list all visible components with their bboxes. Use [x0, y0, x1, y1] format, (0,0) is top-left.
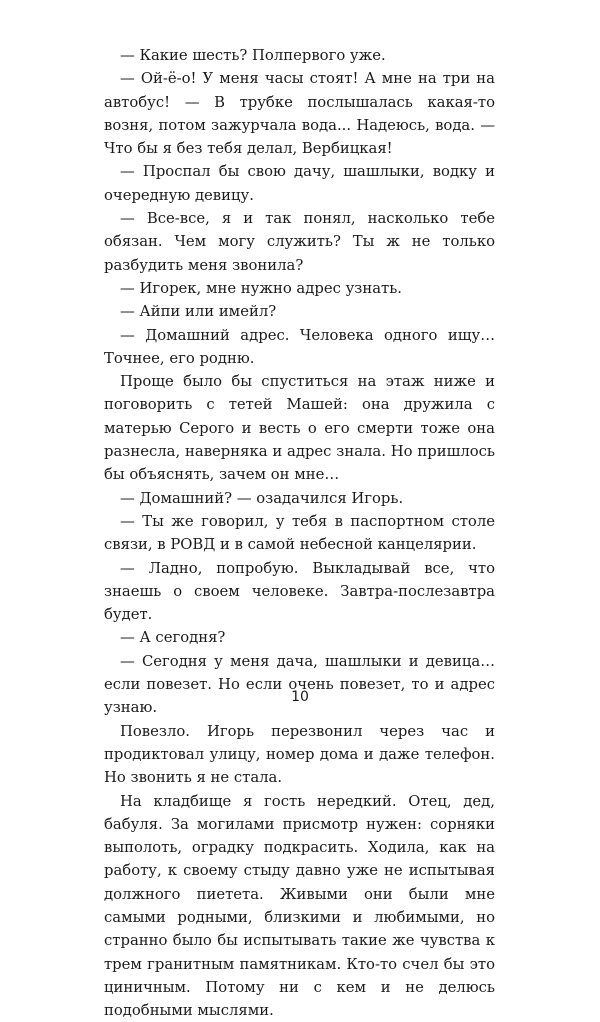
paragraph: — Домашний адрес. Человека одного ищу… Точнее, его родню. [104, 324, 495, 371]
paragraph: — Какие шесть? Полпервого уже. [104, 44, 495, 67]
paragraph: — Проспал бы свою дачу, шашлыки, водку и очередную девицу. [104, 160, 495, 207]
page-number: 10 [0, 689, 600, 705]
paragraph: — Домашний? — озадачился Игорь. [104, 487, 495, 510]
paragraph: — Игорек, мне нужно адрес узнать. [104, 277, 495, 300]
paragraph: — Айпи или имейл? [104, 300, 495, 323]
paragraph: — Сегодня у меня дача, шашлыки и девица… если повезет. Но если очень повезет, то и адрес узнаю. [104, 650, 495, 720]
paragraph: — Ладно, попробую. Выкладывай все, что знаешь о своем человеке. Завтра-послезавтра будет. [104, 557, 495, 627]
paragraph: — Ой-ё-о! У меня часы стоят! А мне на три на автобус! — В трубке послышалась какая-то возня, потом зажурчала вода... Надеюсь, вода. — Что бы я без тебя делал, Вербицкая! [104, 67, 495, 160]
paragraph: — Все-все, я и так понял, насколько тебе обязан. Чем могу служить? Ты ж не только разбудить меня звонила? [104, 207, 495, 277]
paragraph: На кладбище я гость нередкий. Отец, дед, бабуля. За могилами присмотр нужен: сорняки выполоть, оградку подкрасить. Ходила, как на работу, к своему стыду давно уже не испытывая должного пиетета. Живыми они были мне самыми родными, близкими и любимыми, но странно было бы испытывать такие же чувства к трем гранитным памятникам. Кто-то счел бы это циничным. Потому ни с кем и не делюсь подобными мыслями. [104, 790, 495, 1022]
paragraph: Проще было бы спуститься на этаж ниже и поговорить с тетей Машей: она дружила с матерью Серого и весть о его смерти тоже она разнесла, наверняка и адрес знала. Но пришлось бы объяснять, зачем он мне… [104, 370, 495, 486]
paragraph: — А сегодня? [104, 626, 495, 649]
body-text [104, 44, 495, 1022]
paragraph: — Ты же говорил, у тебя в паспортном столе связи, в РОВД и в самой небесной канцелярии. [104, 510, 495, 557]
paragraph: Повезло. Игорь перезвонил через час и продиктовал улицу, номер дома и даже телефон. Но звонить я не стала. [104, 720, 495, 790]
